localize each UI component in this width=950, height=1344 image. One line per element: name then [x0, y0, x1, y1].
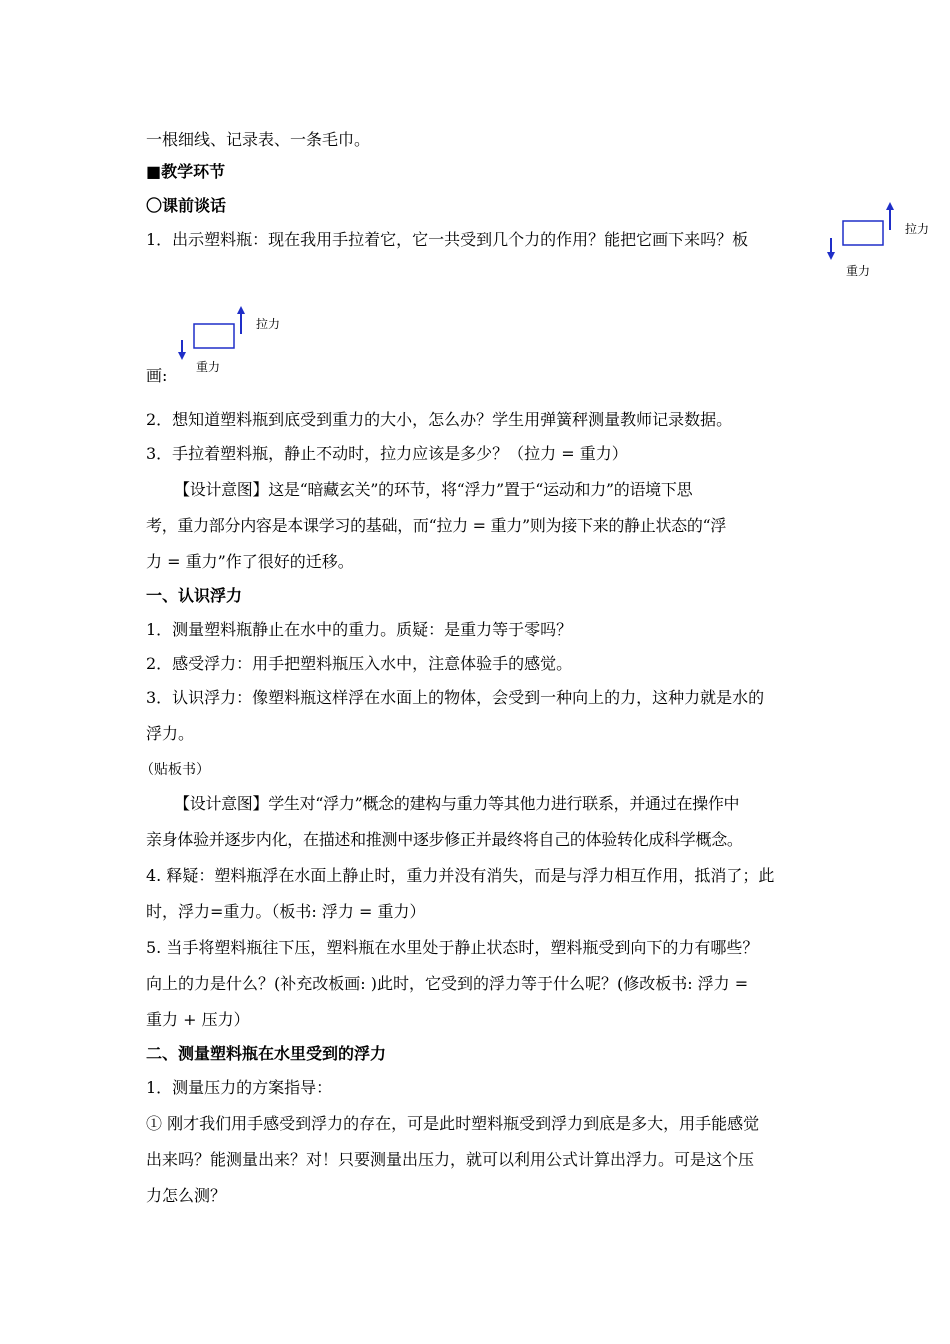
bottle-box	[843, 221, 883, 245]
section-heading-teaching: ■教学环节	[146, 162, 226, 181]
pull-force-label: 拉力	[256, 317, 281, 331]
force-diagram-svg	[826, 200, 938, 280]
gravity-label: 重力	[846, 264, 871, 278]
paragraph-line: ① 刚才我们用手感受到浮力的存在，可是此时塑料瓶受到浮力到底是多大，用手能感觉	[146, 1114, 760, 1133]
paragraph-line: 1．测量压力的方案指导：	[146, 1078, 333, 1097]
paragraph-line: 浮力。	[146, 724, 195, 743]
down-arrow-icon	[178, 352, 186, 360]
paragraph-line: 2．想知道塑料瓶到底受到重力的大小，怎么办？学生用弹簧秤测量教师记录数据。	[146, 410, 733, 429]
up-arrow-icon	[237, 306, 245, 314]
gravity-label: 重力	[196, 360, 221, 374]
design-intent-line: 【设计意图】这是“暗藏玄关”的环节，将“浮力”置于“运动和力”的语境下思	[174, 480, 693, 499]
design-intent-line: 考，重力部分内容是本课学习的基础，而“拉力 = 重力”则为接下来的静止状态的“浮	[146, 516, 727, 535]
paragraph-line: 重力 + 压力）	[146, 1010, 250, 1029]
design-intent-line: 亲身体验并逐步内化，在描述和推测中逐步修正并最终将自己的体验转化成科学概念。	[146, 830, 743, 849]
design-intent-line: 【设计意图】学生对“浮力”概念的建构与重力等其他力进行联系，并通过在操作中	[174, 794, 740, 813]
paragraph-line: 4. 释疑：塑料瓶浮在水面上静止时，重力并没有消失，而是与浮力相互作用，抵消了；此	[146, 866, 775, 885]
paragraph-line: 1．出示塑料瓶：现在我用手拉着它，它一共受到几个力的作用？能把它画下来吗？板	[146, 230, 749, 249]
paragraph-line: 画:	[146, 366, 168, 385]
up-arrow-icon	[886, 202, 894, 210]
paragraph-line: 2．感受浮力：用手把塑料瓶压入水中，注意体验手的感觉。	[146, 654, 573, 673]
materials-line: 一根细线、记录表、一条毛巾。	[146, 130, 371, 149]
paragraph-line: 3．手拉着塑料瓶，静止不动时，拉力应该是多少？（拉力 = 重力）	[146, 444, 628, 463]
paragraph-line: 5. 当手将塑料瓶往下压，塑料瓶在水里处于静止状态时，塑料瓶受到向下的力有哪些？	[146, 938, 759, 957]
paragraph-line: 时，浮力=重力。（板书: 浮力 = 重力）	[146, 902, 426, 921]
paragraph-line: 1．测量塑料瓶静止在水中的重力。质疑：是重力等于零吗？	[146, 620, 573, 639]
section-heading-buoyancy: 一、认识浮力	[146, 586, 243, 605]
section-heading-pre-talk: 〇课前谈话	[146, 196, 227, 215]
down-arrow-icon	[827, 252, 835, 260]
section-heading-measure: 二、测量塑料瓶在水里受到的浮力	[146, 1044, 387, 1063]
board-note: （贴板书）	[140, 762, 210, 778]
paragraph-line: 3．认识浮力：像塑料瓶这样浮在水面上的物体，会受到一种向上的力，这种力就是水的	[146, 688, 765, 707]
design-intent-line: 力 = 重力”作了很好的迁移。	[146, 552, 354, 571]
pull-force-label: 拉力	[905, 222, 930, 236]
paragraph-line: 出来吗？能测量出来？对！只要测量出压力，就可以利用公式计算出浮力。可是这个压	[146, 1150, 755, 1169]
force-diagram-right	[826, 200, 938, 280]
paragraph-line: 力怎么测？	[146, 1186, 227, 1205]
bottle-box	[194, 324, 234, 348]
paragraph-line: 向上的力是什么？(补充改板画: )此时，它受到的浮力等于什么呢？(修改板书: 浮力 =	[146, 974, 749, 993]
